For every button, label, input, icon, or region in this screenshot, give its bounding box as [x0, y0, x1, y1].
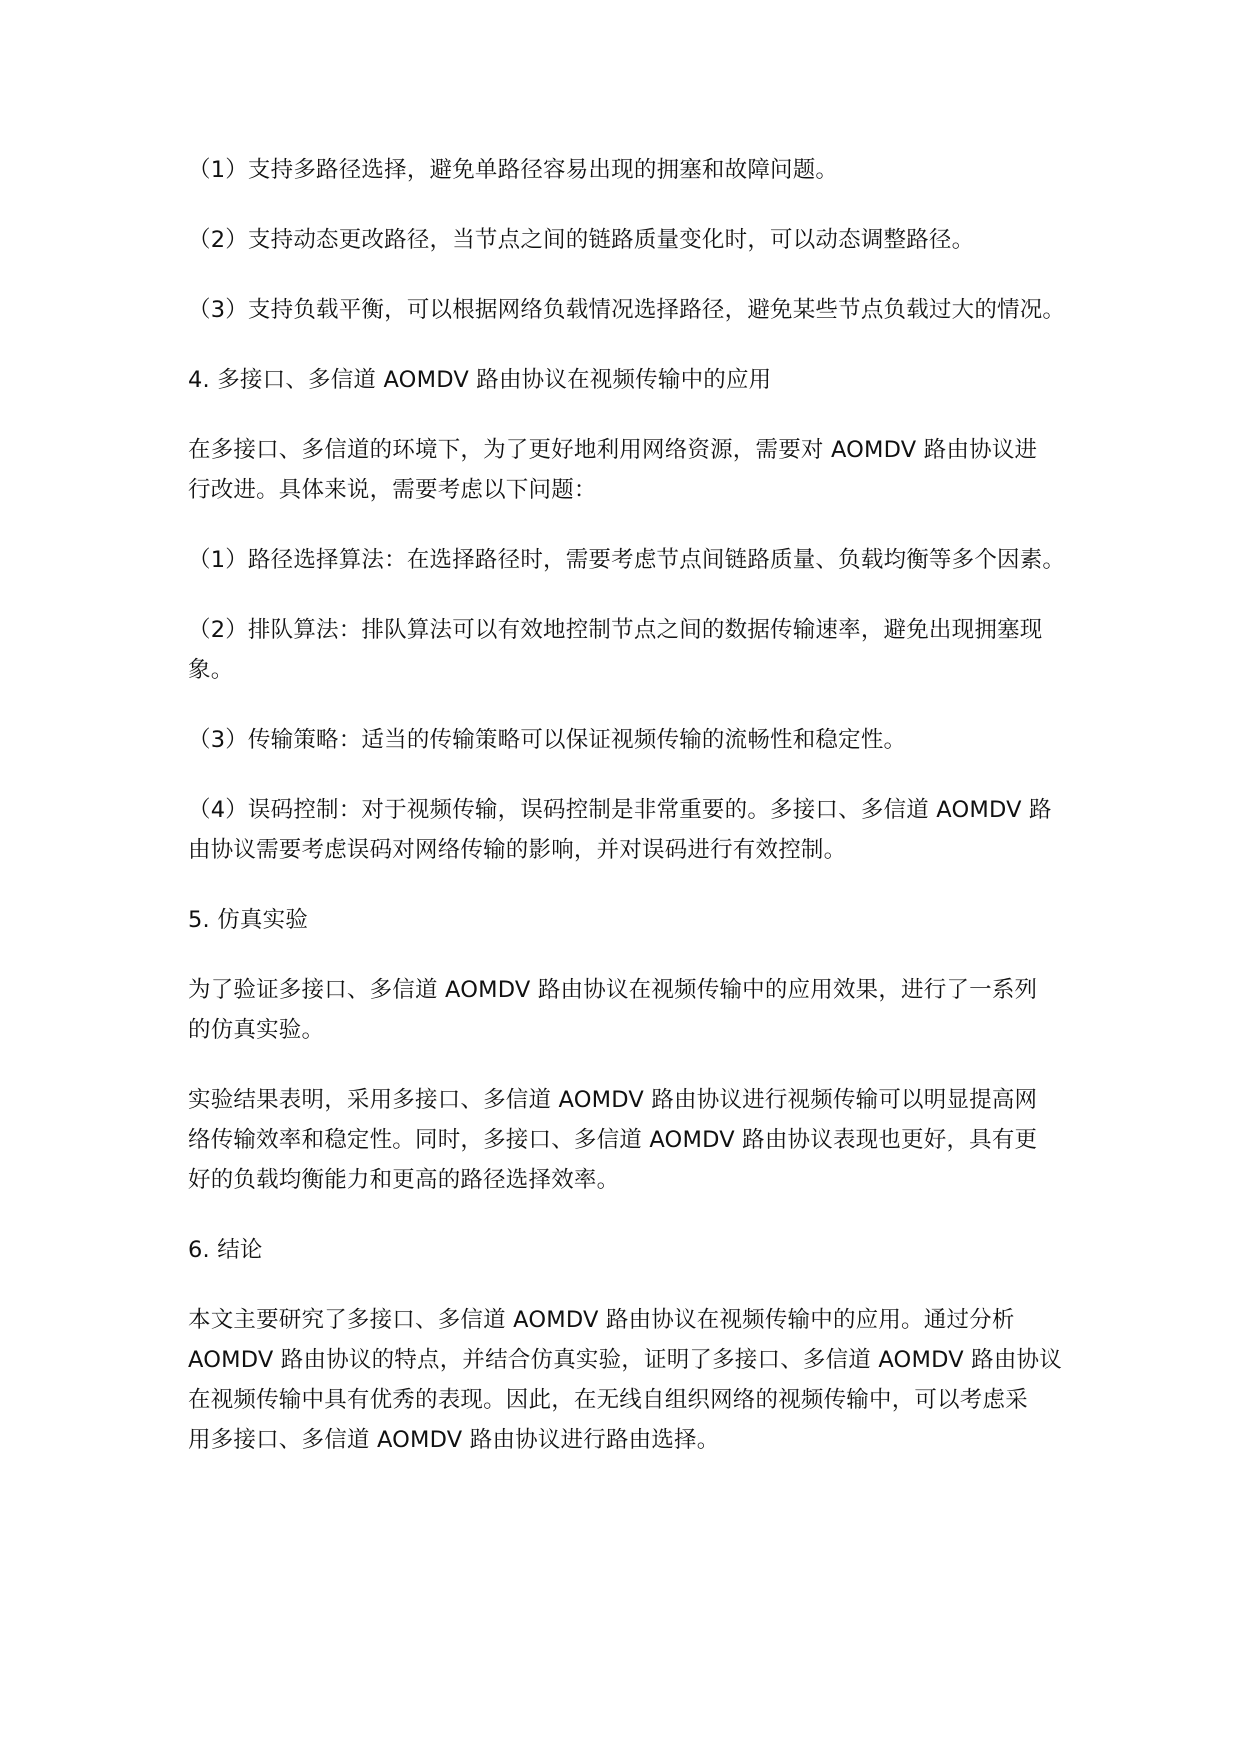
paragraph: [188, 970, 1068, 1050]
paragraph-line: 实验结果表明，采用多接口、多信道 AOMDV 路由协议进行视频传输可以明显提高网: [188, 1087, 1038, 1113]
paragraph-line: （3）传输策略：适当的传输策略可以保证视频传输的流畅性和稳定性。: [188, 727, 907, 753]
paragraph-line: （1）路径选择算法：在选择路径时，需要考虑节点间链路质量、负载均衡等多个因素。: [188, 547, 1066, 573]
paragraph: [188, 290, 1068, 330]
paragraph-line: 6. 结论: [188, 1237, 263, 1263]
paragraph-line: （3）支持负载平衡，可以根据网络负载情况选择路径，避免某些节点负载过大的情况。: [188, 297, 1066, 323]
paragraph: [188, 360, 1068, 400]
paragraph-line: 4. 多接口、多信道 AOMDV 路由协议在视频传输中的应用: [188, 367, 772, 393]
paragraph-line: 在多接口、多信道的环境下，为了更好地利用网络资源，需要对 AOMDV 路由协议进: [188, 437, 1038, 463]
paragraph: [188, 610, 1068, 690]
paragraph-line: 在视频传输中具有优秀的表现。因此，在无线自组织网络的视频传输中，可以考虑采: [188, 1387, 1028, 1413]
paragraph: [188, 220, 1068, 260]
paragraph: [188, 1230, 1068, 1270]
paragraph: [188, 900, 1068, 940]
paragraph-line: 为了验证多接口、多信道 AOMDV 路由协议在视频传输中的应用效果，进行了一系列: [188, 977, 1038, 1003]
paragraph-line: 由协议需要考虑误码对网络传输的影响，并对误码进行有效控制。: [188, 837, 847, 863]
paragraph-line: （2）排队算法：排队算法可以有效地控制节点之间的数据传输速率，避免出现拥塞现: [188, 617, 1043, 643]
paragraph-line: 行改进。具体来说，需要考虑以下问题：: [188, 477, 597, 503]
document-body: [188, 150, 1068, 1490]
paragraph: [188, 720, 1068, 760]
paragraph-line: （2）支持动态更改路径，当节点之间的链路质量变化时，可以动态调整路径。: [188, 227, 975, 253]
paragraph: [188, 150, 1068, 190]
paragraph-line: 5. 仿真实验: [188, 907, 309, 933]
paragraph-line: （4）误码控制：对于视频传输，误码控制是非常重要的。多接口、多信道 AOMDV 路: [188, 797, 1052, 823]
paragraph-line: （1）支持多路径选择，避免单路径容易出现的拥塞和故障问题。: [188, 157, 839, 183]
paragraph-line: 本文主要研究了多接口、多信道 AOMDV 路由协议在视频传输中的应用。通过分析: [188, 1307, 1015, 1333]
paragraph-line: 的仿真实验。: [188, 1017, 325, 1043]
paragraph: [188, 430, 1068, 510]
paragraph: [188, 790, 1068, 870]
paragraph: [188, 1080, 1068, 1200]
paragraph-line: AOMDV 路由协议的特点，并结合仿真实验，证明了多接口、多信道 AOMDV 路由协议: [188, 1347, 1062, 1373]
paragraph: [188, 1300, 1068, 1460]
paragraph-line: 用多接口、多信道 AOMDV 路由协议进行路由选择。: [188, 1427, 720, 1453]
paragraph-line: 好的负载均衡能力和更高的路径选择效率。: [188, 1167, 620, 1193]
paragraph-line: 象。: [188, 657, 234, 683]
paragraph: [188, 540, 1068, 580]
paragraph-line: 络传输效率和稳定性。同时，多接口、多信道 AOMDV 路由协议表现也更好，具有更: [188, 1127, 1038, 1153]
